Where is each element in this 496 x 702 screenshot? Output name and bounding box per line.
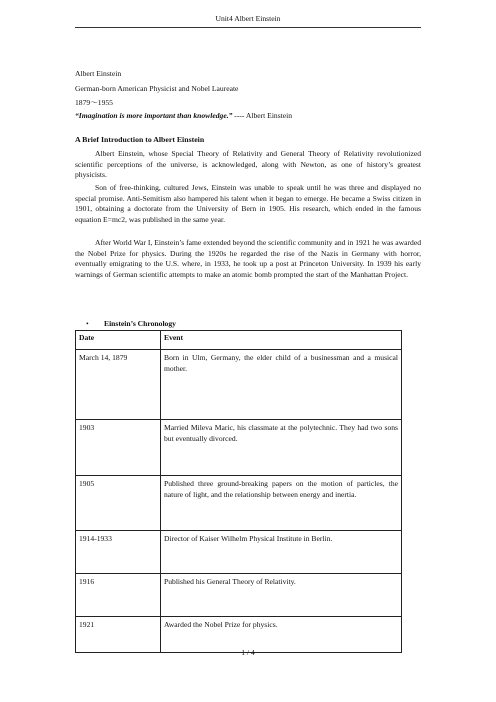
row-event: Awarded the Nobel Prize for physics. bbox=[161, 617, 402, 653]
quote-attribution: ---- Albert Einstein bbox=[232, 111, 293, 120]
table-row bbox=[76, 476, 402, 531]
running-header: Unit4 Albert Einstein bbox=[215, 14, 281, 23]
column-header-event: Event bbox=[161, 331, 402, 350]
column-header-date: Date bbox=[76, 331, 161, 350]
chronology-title bbox=[86, 319, 176, 329]
header-rule bbox=[75, 27, 421, 28]
table-row bbox=[76, 350, 402, 420]
row-event: Born in Ulm, Germany, the elder child of a businessman and a musical mother. bbox=[161, 350, 402, 420]
row-date: March 14, 1879 bbox=[76, 350, 161, 420]
row-date: 1905 bbox=[76, 476, 161, 531]
row-date: 1903 bbox=[76, 420, 161, 476]
page-number: 1 / 4 bbox=[241, 648, 255, 657]
row-event: Published three ground-breaking papers on the motion of particles, the nature of light, and the relationship between energy and inertia. bbox=[161, 476, 402, 531]
table-row bbox=[76, 531, 402, 574]
table-row bbox=[76, 574, 402, 617]
person-name: Albert Einstein bbox=[75, 69, 122, 78]
paragraph-2: Son of free-thinking, cultured Jews, Einstein was unable to speak until he was three and displayed no special promise. Anti-Semitism also hampered his talent when it began to emerge. He became a Swiss citizen in 1901, obtaining a doctorate from the University of Bern in 1905. His research, which ended in the famous equation E=mc2, was published in the same year. bbox=[75, 183, 421, 224]
row-event: Director of Kaiser Wilhelm Physical Institute in Berlin. bbox=[161, 531, 402, 574]
table-row bbox=[76, 420, 402, 476]
row-event: Married Mileva Maric, his classmate at the polytechnic. They had two sons but eventually divorced. bbox=[161, 420, 402, 476]
section-heading: A Brief Introduction to Albert Einstein bbox=[75, 135, 205, 144]
paragraph-3: After World War I, Einstein’s fame extended beyond the scientific community and in 1921 he was awarded the Nobel Prize for physics. During the 1920s he regarded the rise of the Nazis in Germany with horror, eventually emigrating to the U.S. where, in 1933, he took up a post at Princeton University. In 1939 his early warnings of German scientific attempts to make an atomic bomb prompted the start of the Manhattan Project. bbox=[75, 238, 421, 279]
table-header-row bbox=[76, 331, 402, 350]
famous-quote bbox=[75, 111, 292, 121]
row-date: 1916 bbox=[76, 574, 161, 617]
subtitle: German-born American Physicist and Nobel Laureate bbox=[75, 84, 239, 93]
bullet-icon: • bbox=[86, 319, 89, 328]
chronology-table bbox=[75, 330, 402, 653]
row-date: 1921 bbox=[76, 617, 161, 653]
row-date: 1914-1933 bbox=[76, 531, 161, 574]
quote-text: “Imagination is more important than knowledge.” bbox=[75, 111, 233, 120]
paragraph-1: Albert Einstein, whose Special Theory of Relativity and General Theory of Relativity revolutionized scientific perceptions of the universe, is acknowledged, along with Newton, as one of history’s greatest physicists. bbox=[75, 149, 421, 180]
chronology-title-text: Einstein’s Chronology bbox=[104, 319, 176, 328]
row-event: Published his General Theory of Relativity. bbox=[161, 574, 402, 617]
life-years: 1879～1955 bbox=[75, 98, 113, 107]
